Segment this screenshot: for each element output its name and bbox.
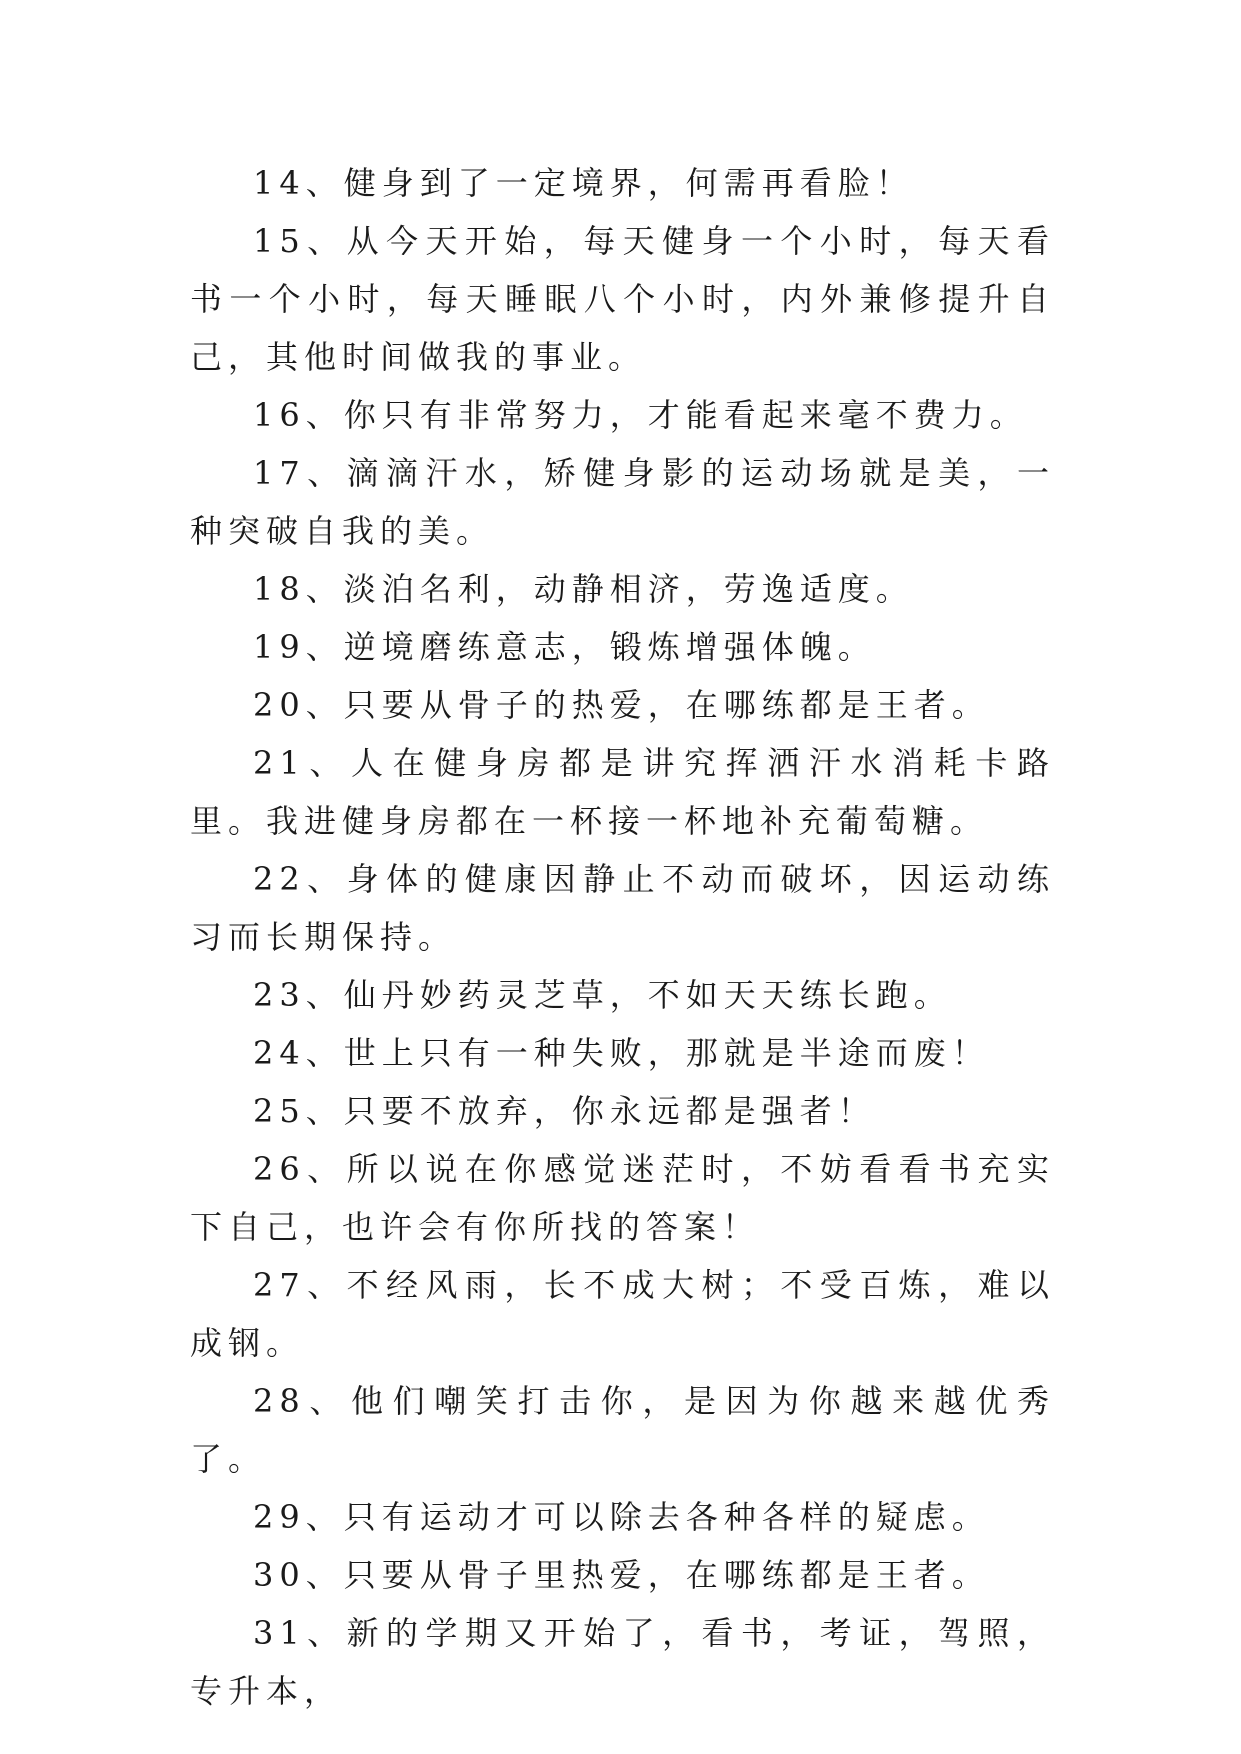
paragraph-20: 20、只要从骨子的热爱，在哪练都是王者。	[253, 686, 990, 724]
paragraph-25: 25、只要不放弃，你永远都是强者！	[253, 1092, 876, 1130]
paragraph-23: 23、仙丹妙药灵芝草，不如天天练长跑。	[253, 976, 952, 1014]
paragraph-31: 31、新的学期又开始了，看书，考证，驾照，专升本，	[190, 1614, 1055, 1710]
paragraph-30: 30、只要从骨子里热爱，在哪练都是王者。	[253, 1556, 990, 1594]
paragraph-29: 29、只有运动才可以除去各种各样的疑虑。	[253, 1498, 990, 1536]
paragraph-24: 24、世上只有一种失败，那就是半途而废！	[253, 1034, 990, 1072]
paragraph-26: 26、所以说在你感觉迷茫时，不妨看看书充实下自己，也许会有你所找的答案！	[190, 1150, 1055, 1246]
paragraph-16: 16、你只有非常努力，才能看起来毫不费力。	[253, 396, 1028, 434]
paragraph-27: 27、不经风雨，长不成大树；不受百炼，难以成钢。	[190, 1266, 1055, 1362]
paragraph-21: 21、人在健身房都是讲究挥洒汗水消耗卡路里。我进健身房都在一杯接一杯地补充葡萄糖。	[190, 744, 1055, 840]
paragraph-14: 14、健身到了一定境界，何需再看脸！	[253, 164, 914, 202]
paragraph-18: 18、淡泊名利，动静相济，劳逸适度。	[253, 570, 914, 608]
paragraph-28: 28、他们嘲笑打击你，是因为你越来越优秀了。	[190, 1382, 1055, 1478]
paragraph-17: 17、滴滴汗水，矫健身影的运动场就是美，一种突破自我的美。	[190, 454, 1055, 550]
document-body	[190, 154, 1055, 1720]
paragraph-19: 19、逆境磨练意志，锻炼增强体魄。	[253, 628, 876, 666]
paragraph-22: 22、身体的健康因静止不动而破坏，因运动练习而长期保持。	[190, 860, 1055, 956]
paragraph-15: 15、从今天开始，每天健身一个小时，每天看书一个小时，每天睡眠八个小时，内外兼修提升自己，其他时间做我的事业。	[190, 222, 1055, 376]
